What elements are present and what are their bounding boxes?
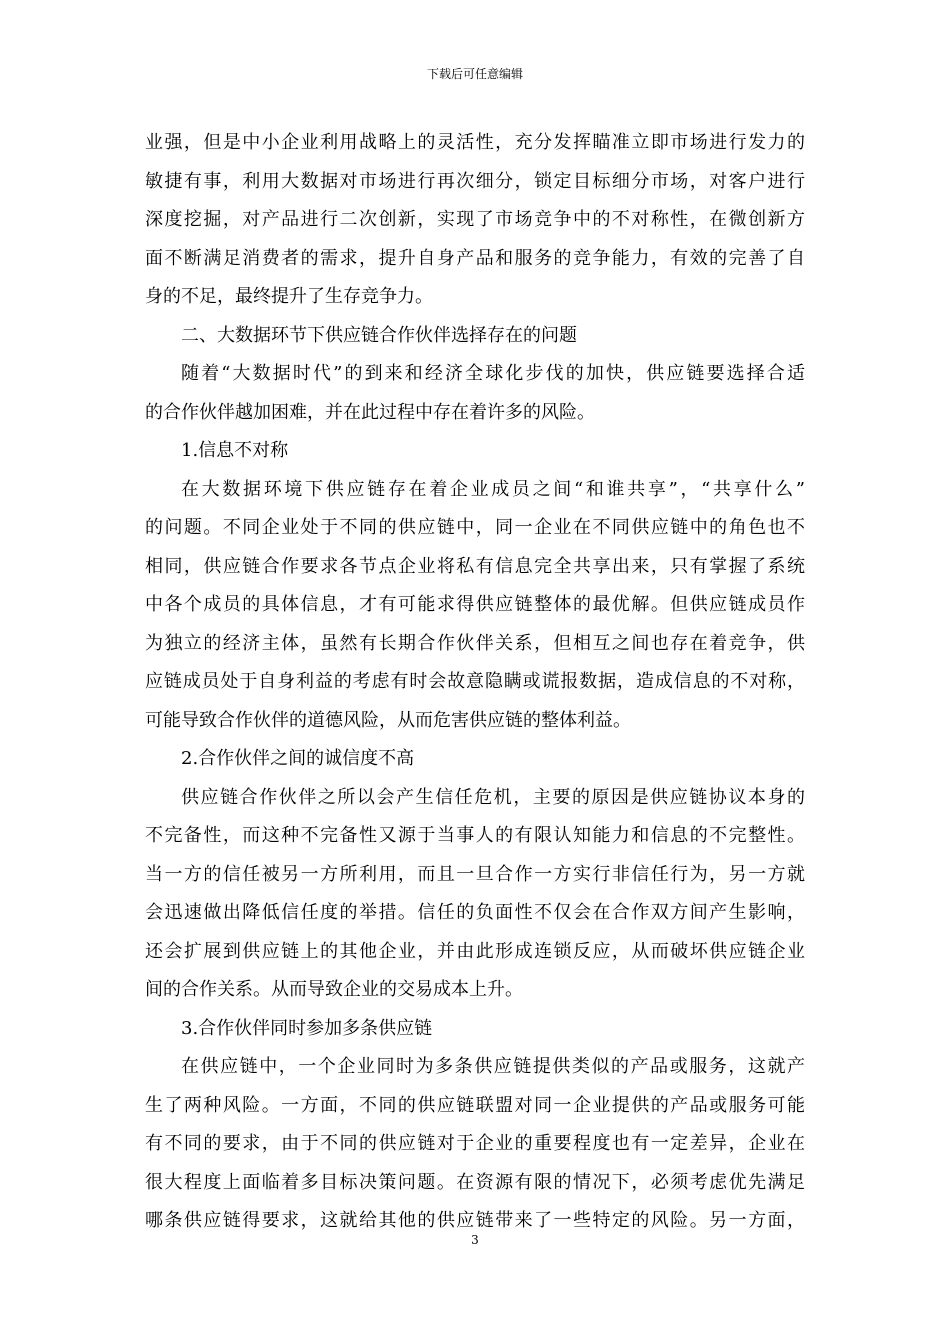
text-line: 的合作伙伴越加困难，并在此过程中存在着许多的风险。 [145,401,595,423]
text-line: 2.合作伙伴之间的诚信度不高 [181,748,415,769]
text-line: 相同，供应链合作要求各节点企业将私有信息完全共享出来，只有掌握了系统 [145,555,805,577]
text-line: 深度挖掘，对产品进行二次创新，实现了市场竞争中的不对称性，在微创新方 [145,209,805,230]
page-number: 3 [471,1233,479,1247]
text-line: 应链成员处于自身利益的考虑有时会故意隐瞒或谎报数据，造成信息的不对称， [145,671,805,692]
text-line: 生了两种风险。一方面，不同的供应链联盟对同一企业提供的产品或服务可能 [145,1094,805,1116]
document-body [145,124,805,1241]
text-line: 3.合作伙伴同时参加多条供应链 [181,1017,433,1039]
text-line: 身的不足，最终提升了生存竞争力。 [145,286,433,307]
text-line: 在供应链中，一个企业同时为多条供应链提供类似的产品或服务，这就产 [181,1056,805,1077]
text-line: 还会扩展到供应链上的其他企业，并由此形成连锁反应，从而破坏供应链企业 [145,940,805,962]
text-line: 间的合作关系。从而导致企业的交易成本上升。 [145,979,523,1000]
text-line: 很大程度上面临着多目标决策问题。在资源有限的情况下，必须考虑优先满足 [145,1171,805,1193]
page-header: 下载后可任意编辑 [426,67,523,81]
text-line: 供应链合作伙伴之所以会产生信任危机，主要的原因是供应链协议本身的 [181,786,805,808]
text-line: 哪条供应链得要求，这就给其他的供应链带来了一些特定的风险。另一方面， [145,1210,805,1231]
text-line: 的问题。不同企业处于不同的供应链中，同一企业在不同供应链中的角色也不 [145,517,805,538]
text-line: 不完备性，而这种不完备性又源于当事人的有限认知能力和信息的不完整性。 [145,825,805,846]
text-line: 中各个成员的具体信息，才有可能求得供应链整体的最优解。但供应链成员作 [145,594,805,615]
text-line: 会迅速做出降低信任度的举措。信任的负面性不仅会在合作双方间产生影响， [145,902,805,923]
text-line: 随着“大数据时代”的到来和经济全球化步伐的加快，供应链要选择合适 [181,363,805,384]
text-line: 可能导致合作伙伴的道德风险，从而危害供应链的整体利益。 [145,709,631,731]
text-line: 当一方的信任被另一方所利用，而且一旦合作一方实行非信任行为，另一方就 [145,863,805,885]
text-line: 1.信息不对称 [181,440,289,461]
text-line: 业强，但是中小企业利用战略上的灵活性，充分发挥瞄准立即市场进行发力的 [145,132,805,153]
text-line: 面不断满足消费者的需求，提升自身产品和服务的竞争能力，有效的完善了自 [145,247,805,269]
text-line: 二、大数据环节下供应链合作伙伴选择存在的问题 [181,324,577,346]
text-line: 有不同的要求，由于不同的供应链对于企业的重要程度也有一定差异，企业在 [145,1133,805,1154]
text-line: 在大数据环境下供应链存在着企业成员之间“和谁共享”，“共享什么” [181,478,805,500]
text-line: 为独立的经济主体，虽然有长期合作伙伴关系，但相互之间也存在着竞争，供 [145,632,805,654]
text-line: 敏捷有事，利用大数据对市场进行再次细分，锁定目标细分市场，对客户进行 [145,170,805,192]
